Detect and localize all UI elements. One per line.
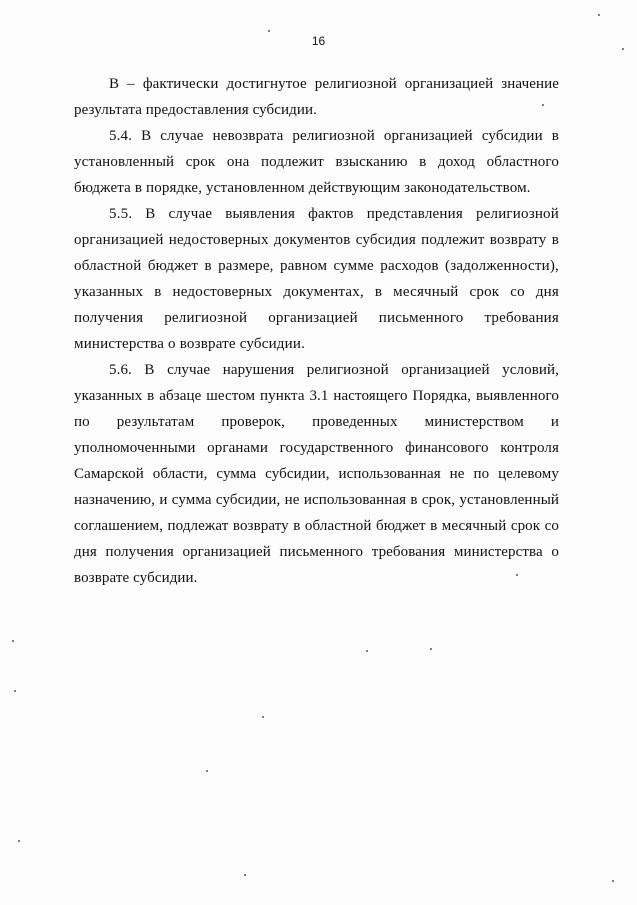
scan-speck [18,840,20,842]
scan-speck [542,104,544,106]
paragraph-5-5: 5.5. В случае выявления фактов представления религиозной организацией недостоверных документов субсидия подлежит возврату в областной бюджет в размере, равном сумме расходов (задолженности), указанных в недостоверных документах, в месячный срок со дня получения религиозной организацией письменного требования министерства о возврате субсидии. [74,206,559,352]
scan-speck [262,716,264,718]
scan-speck [268,30,270,32]
paragraph-5-4: 5.4. В случае невозврата религиозной организацией субсидии в установленный срок она подлежит взысканию в доход областного бюджета в порядке, установленном действующим законодательством. [74,128,559,196]
scan-speck [366,650,368,652]
paragraph-result-definition: В – фактически достигнутое религиозной организацией значение результата предоставления субсидии. [74,76,559,118]
scan-speck [14,690,16,692]
scan-speck [206,770,208,772]
scan-speck [430,648,432,650]
scan-speck [516,574,518,576]
scan-speck [244,874,246,876]
paragraph-5-6: 5.6. В случае нарушения религиозной организацией условий, указанных в абзаце шестом пункта 3.1 настоящего Порядка, выявленного по результатам проверок, проведенных министерством и уполномоченными органами государственного финансового контроля Самарской области, сумма субсидии, использованная не по целевому назначению, и сумма субсидии, не использованная в срок, установленный соглашением, подлежат возврату в областной бюджет в месячный срок со дня получения организацией письменного требования министерства о возврате субсидии. [74,362,559,586]
scan-speck [612,880,614,882]
page-number: 16 [311,34,326,48]
scan-speck [12,640,14,642]
scan-speck [622,48,624,50]
scan-speck [598,14,600,16]
document-body [74,71,559,591]
